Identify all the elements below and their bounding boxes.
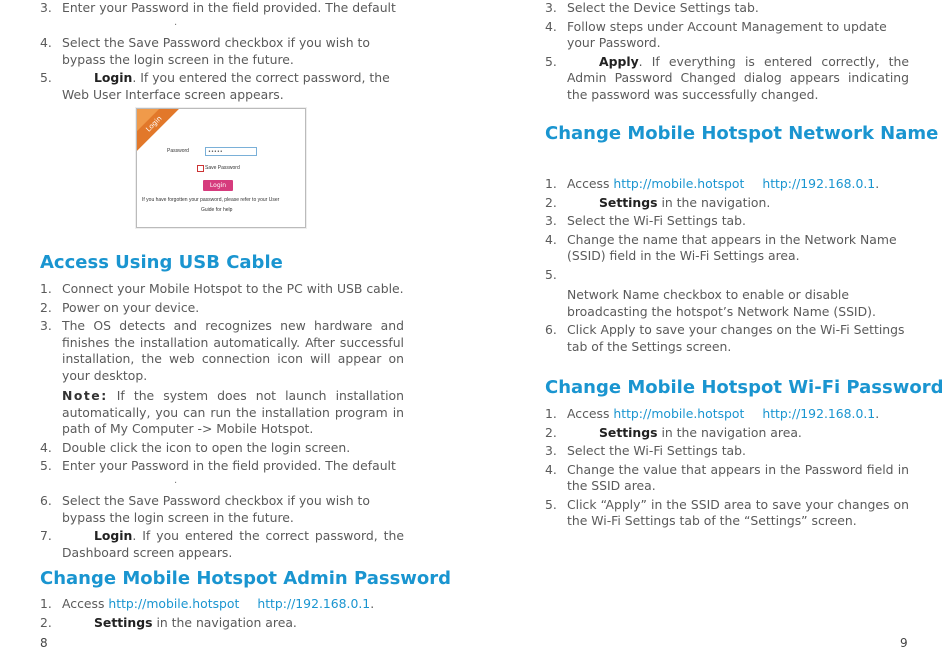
- password-field[interactable]: •••••: [205, 147, 257, 156]
- list-item: 1. Connect your Mobile Hotspot to the PC with USB cable.: [40, 281, 404, 296]
- list-item: 1. Access http://mobile.hotspot http://192.168.0.1.: [545, 406, 880, 421]
- password-label: Password: [167, 148, 189, 154]
- list-item: 5. Login. If you entered the correct password, the Web User Interface screen appears.: [40, 70, 390, 102]
- dot-line: .: [174, 474, 178, 486]
- link-ip[interactable]: http://192.168.0.1: [762, 176, 876, 191]
- wifi-steps-list: [545, 406, 909, 530]
- list-item: 6. Select the Save Password checkbox if you wish to bypass the login screen in the future.: [40, 493, 370, 525]
- list-item: 7. Login. If you entered the correct password, the Dashboard screen appears.: [40, 528, 404, 560]
- list-item: 3. Select the Wi-Fi Settings tab.: [545, 443, 746, 458]
- list-item: 6. Click Apply to save your changes on the Wi-Fi Settings tab of the Settings screen.: [545, 322, 905, 354]
- admin-steps-list: [40, 596, 404, 631]
- list-item: 3. The OS detects and recognizes new hardware and finishes the installation automatically. After successful installation, the web connection icon will appear on your desktop.: [40, 318, 404, 383]
- save-password-label: Save Password: [205, 165, 240, 171]
- list-item: 3. Enter your Password in the field provided. The default: [40, 0, 396, 15]
- login-steps-list: [40, 0, 404, 103]
- login-ribbon: Login: [136, 108, 184, 154]
- list-item: 4. Follow steps under Account Management to update your Password.: [545, 18, 887, 50]
- list-item: 3. Select the Wi-Fi Settings tab.: [545, 213, 746, 228]
- list-item: 2. Power on your device.: [40, 299, 200, 315]
- help-text: If you have forgotten your password, please refer to your User: [142, 197, 280, 203]
- login-button[interactable]: Login: [203, 180, 233, 191]
- login-screenshot: [136, 108, 306, 228]
- list-item: 2. Settings in the navigation area.: [545, 424, 802, 440]
- list-item: 3. Select the Device Settings tab.: [545, 0, 759, 15]
- list-item: 5. Click “Apply” in the SSID area to save your changes on the Wi-Fi Settings tab of the “Settings” screen.: [545, 496, 909, 528]
- link-mobile-hotspot[interactable]: http://mobile.hotspot: [613, 176, 745, 191]
- list-item: 4. Select the Save Password checkbox if you wish to bypass the login screen in the future.: [40, 35, 370, 67]
- list-item: 2. Settings in the navigation.: [545, 194, 771, 210]
- list-item: 5.: [545, 266, 557, 282]
- help-text-2: Guide for help: [201, 207, 233, 213]
- save-password-checkbox[interactable]: [197, 165, 204, 172]
- list-item: 1. Access http://mobile.hotspot http://192.168.0.1.: [545, 176, 880, 191]
- list-item: 4. Change the value that appears in the Password field in the SSID area.: [545, 461, 909, 493]
- link-ip[interactable]: http://192.168.0.1: [257, 596, 371, 611]
- list-item: Network Name checkbox to enable or disable broadcasting the hotspot’s Network Name (SSID).: [567, 287, 876, 319]
- list-item: 5. Enter your Password in the field provided. The default: [40, 458, 396, 473]
- section-title-usb: Access Using USB Cable: [40, 252, 283, 273]
- list-item: 4. Change the name that appears in the Network Name (SSID) field in the Wi-Fi Settings area.: [545, 231, 897, 263]
- section-title-wifi: Change Mobile Hotspot Wi-Fi Password: [545, 377, 944, 398]
- list-item: 2. Settings in the navigation area.: [40, 614, 297, 630]
- section-title-admin: Change Mobile Hotspot Admin Password: [40, 568, 452, 589]
- section-title-network: Change Mobile Hotspot Network Name: [545, 123, 939, 144]
- list-item: 4. Double click the icon to open the login screen.: [40, 439, 351, 455]
- link-mobile-hotspot[interactable]: http://mobile.hotspot: [613, 406, 745, 421]
- link-mobile-hotspot[interactable]: http://mobile.hotspot: [108, 596, 240, 611]
- list-item: 1. Access http://mobile.hotspot http://192.168.0.1.: [40, 596, 375, 611]
- dot-line: .: [174, 16, 178, 28]
- network-steps-list: [545, 176, 909, 355]
- list-item: 5. Apply. If everything is entered correctly, the Admin Password Changed dialog appears indicating the password was successfully changed.: [545, 53, 909, 102]
- note: Note: If the system does not launch installation automatically, you can run the installation program in path of My Computer -> Mobile Hotspot.: [62, 388, 404, 436]
- link-ip[interactable]: http://192.168.0.1: [762, 406, 876, 421]
- admin-steps-cont: [545, 0, 909, 103]
- usb-steps-list: [40, 281, 404, 561]
